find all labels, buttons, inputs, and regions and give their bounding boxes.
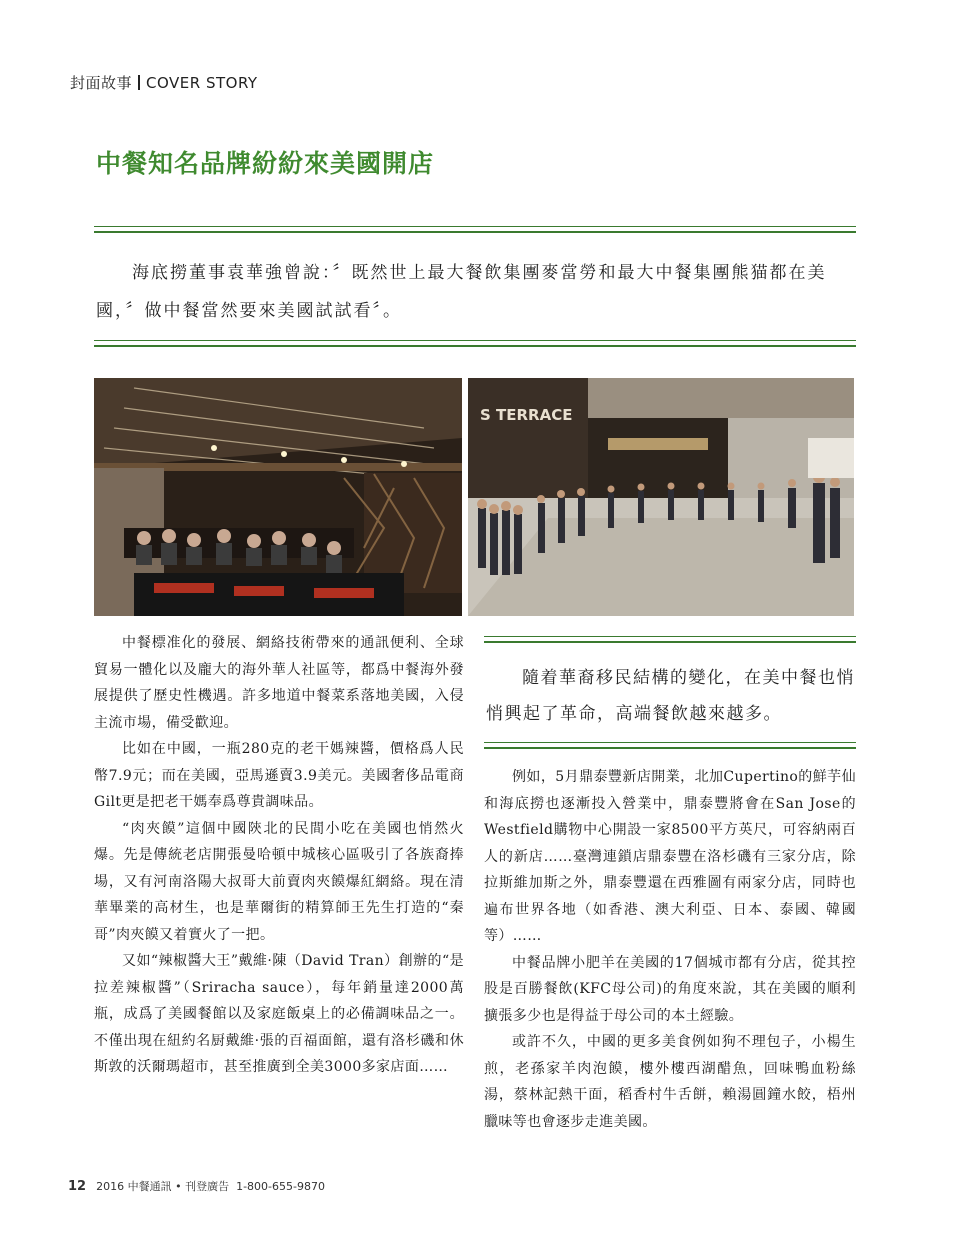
restaurant-interior-photo — [94, 378, 462, 616]
article-title: 中餐知名品牌紛紛來美國開店 — [96, 149, 435, 178]
column-pull-quote: 隨着華裔移民結構的變化，在美中餐也悄悄興起了革命，高端餐飲越來越多。 — [486, 668, 855, 724]
paragraph: 中餐品牌小肥羊在美國的17個城市都有分店，從其控股是百勝餐飲(KFC母公司)的角度來說，其在美國的順利擴張多少也是得益于母公司的本土經驗。 — [484, 954, 856, 1024]
page-number: 12 — [68, 1179, 87, 1194]
paragraph: 比如在中國，一瓶280克的老干媽辣醬，價格爲人民幣7.9元；而在美國，亞馬遜賣3.9美元。美國奢侈品電商Gilt更是把老干媽奉爲尊貴調味品。 — [94, 741, 464, 810]
footer-phone: 1-800-655-9870 — [236, 1180, 325, 1193]
store-sign-text: S TERRACE — [480, 406, 573, 424]
bottom-rule — [94, 340, 856, 347]
article-column-left — [94, 630, 464, 1081]
column-quote-top-rule — [484, 636, 856, 643]
article-column-right — [484, 764, 856, 1135]
pull-quote: 海底撈董事袁華強曾說：〞既然世上最大餐飲集團麥當勞和最大中餐集團熊猫都在美國，〞做中餐當然要來美國試試看〞。 — [96, 263, 827, 321]
section-label — [70, 72, 258, 93]
paragraph: 中餐標准化的發展、網絡技術帶來的通訊便利、全球貿易一體化以及龐大的海外華人社區等，都爲中餐海外發展提供了歷史性機遇。許多地道中餐菜系落地美國，入侵主流市場，備受歡迎。 — [94, 635, 464, 731]
mall-queue-photo — [468, 378, 854, 616]
paragraph: “肉夾饃”這個中國陝北的民間小吃在美國也悄然火爆。先是傳統老店開張曼哈頓中城核心區吸引了各族裔捧場，又有河南洛陽大叔哥大前賣肉夾饃爆紅網絡。現在清華畢業的高材生，也是華爾街的精算師王先生打造的“秦哥”肉夾饃又着實火了一把。 — [94, 820, 464, 943]
page-footer — [68, 1178, 325, 1194]
section-divider — [138, 75, 140, 90]
column-quote-bottom-rule — [484, 742, 856, 749]
paragraph: 例如，5月鼎泰豐新店開業，北加Cupertino的鮮芋仙和海底撈也逐漸投入營業中，鼎泰豐將會在San Jose的Westfield購物中心開設一家8500平方英尺，可容納兩百人的新店……臺灣連鎖店鼎泰豐在洛杉磯有三家分店，除拉斯維加斯之外，鼎泰豐還在西雅圖有兩家分店，同時也遍布世界各地（如香港、澳大利亞、日本、泰國、韓國等）…… — [484, 769, 856, 944]
section-label-en: COVER STORY — [146, 74, 258, 92]
paragraph: 又如“辣椒醬大王”戴維·陳（David Tran）創辦的“是拉差辣椒醬”（Sriracha sauce），每年銷量達2000萬瓶，成爲了美國餐館以及家庭飯桌上的必備調味品之一。不僅出現在紐約名厨戴維·張的百福面館，還有洛杉磯和休斯敦的沃爾瑪超市，甚至推廣到全美3000多家店面…… — [94, 953, 464, 1075]
paragraph: 或許不久，中國的更多美食例如狗不理包子，小楊生煎，老孫家羊肉泡饃，樓外樓西湖醋魚，回味鴨血粉絲湯，蔡林記熱干面，稻香村牛舌餅，賴湯圓鐘水餃，梧州臘味等也會逐步走進美國。 — [484, 1034, 856, 1130]
footer-publication: 2016 中餐通訊 • 刊登廣告 — [96, 1180, 230, 1193]
section-label-cn: 封面故事 — [70, 74, 133, 92]
top-rule — [94, 226, 856, 233]
